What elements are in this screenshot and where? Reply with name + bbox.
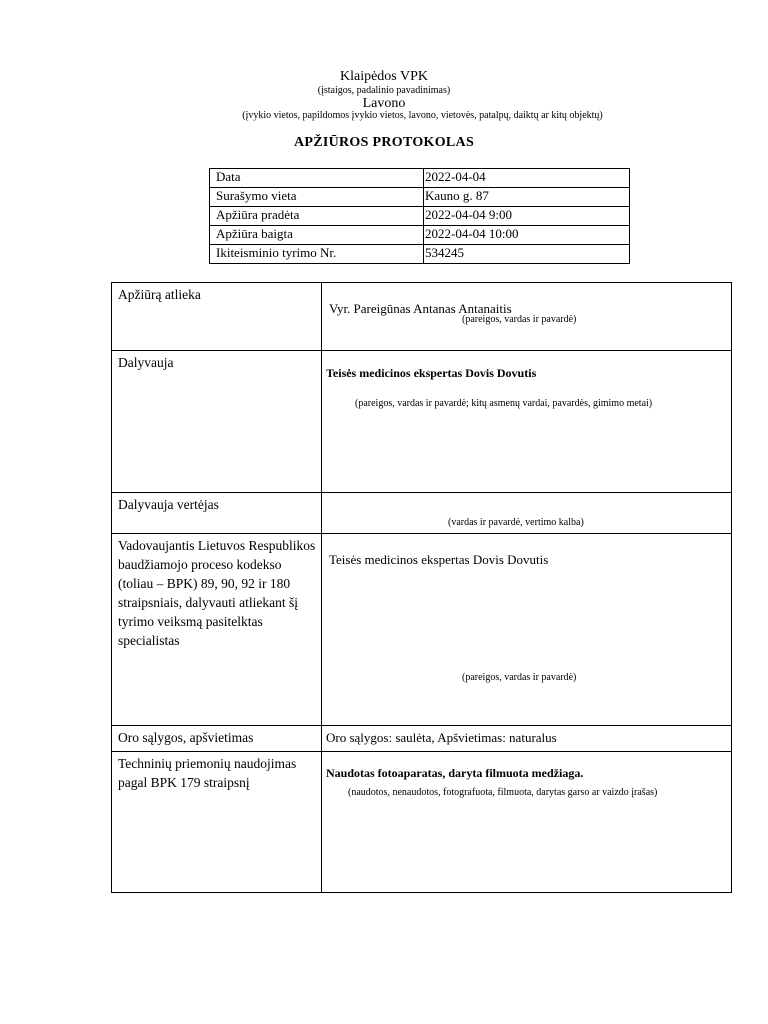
- technical-value: Naudotas fotoaparatas, daryta filmuota medžiaga.: [326, 766, 584, 780]
- institution-name: Klaipėdos VPK: [339, 69, 429, 84]
- row-value-cell: [322, 534, 732, 726]
- row-inspector: [112, 283, 732, 351]
- inspector-value: Vyr. Pareigūnas Antanas Antanaitis: [329, 301, 512, 316]
- inspection-object-note: (įvykio vietos, papildomos įvykio vietos, lavono, vietovės, patalpų, daiktų ar kitų objektų): [242, 110, 603, 121]
- row-technical: [112, 752, 732, 893]
- row-label: Techninių priemonių naudojimas pagal BPK 179 straipsnį: [112, 752, 322, 893]
- participants-note: (pareigos, vardas ir pavardė; kitų asmenų vardai, pavardės, gimimo metai): [355, 398, 653, 409]
- specialist-value: Teisės medicinos ekspertas Dovis Dovutis: [329, 552, 549, 567]
- row-label: Dalyvauja vertėjas: [112, 493, 322, 534]
- info-label: Ikiteisminio tyrimo Nr.: [210, 245, 424, 264]
- inspector-note: (pareigos, vardas ir pavardė): [462, 314, 577, 325]
- participants-value: Teisės medicinos ekspertas Dovis Dovutis: [326, 366, 537, 380]
- row-label: Dalyvauja: [112, 351, 322, 493]
- info-label: Surašymo vieta: [210, 188, 424, 207]
- inspection-object: Lavono: [362, 96, 406, 111]
- row-value-cell: [322, 351, 732, 493]
- info-label: Data: [210, 169, 424, 188]
- row-value-cell: [322, 283, 732, 351]
- info-row-end: [210, 226, 630, 245]
- info-table: [209, 168, 630, 264]
- info-value: 2022-04-04 9:00: [424, 207, 630, 226]
- row-value-cell: [322, 752, 732, 893]
- specialist-note: (pareigos, vardas ir pavardė): [462, 672, 577, 683]
- row-value-cell: [322, 726, 732, 752]
- info-label: Apžiūra baigta: [210, 226, 424, 245]
- institution-note: (įstaigos, padalinio pavadinimas): [317, 85, 451, 96]
- info-value: Kauno g. 87: [424, 188, 630, 207]
- row-participants: [112, 351, 732, 493]
- info-value: 2022-04-04: [424, 169, 630, 188]
- row-label: Vadovaujantis Lietuvos Respublikos baudžiamojo proceso kodekso (toliau – BPK) 89, 90, 92 ir 180 straipsniais, dalyvauti atliekant šį tyrimo veiksmą pasitelktas specialistas: [112, 534, 322, 726]
- row-weather: [112, 726, 732, 752]
- info-row-start: [210, 207, 630, 226]
- info-value: 2022-04-04 10:00: [424, 226, 630, 245]
- translator-note: (vardas ir pavardė, vertimo kalba): [448, 517, 584, 528]
- weather-value: Oro sąlygos: saulėta, Apšvietimas: naturalus: [326, 730, 557, 745]
- document-title: APŽIŪROS PROTOKOLAS: [293, 135, 475, 150]
- row-label: Oro sąlygos, apšvietimas: [112, 726, 322, 752]
- row-value-cell: [322, 493, 732, 534]
- row-translator: [112, 493, 732, 534]
- row-specialist: [112, 534, 732, 726]
- info-label: Apžiūra pradėta: [210, 207, 424, 226]
- info-value: 534245: [424, 245, 630, 264]
- protocol-table: [111, 282, 732, 893]
- info-row-place: [210, 188, 630, 207]
- row-label: Apžiūrą atlieka: [112, 283, 322, 351]
- technical-note: (naudotos, nenaudotos, fotografuota, filmuota, darytas garso ar vaizdo įrašas): [348, 787, 658, 798]
- info-row-date: [210, 169, 630, 188]
- info-row-case-number: [210, 245, 630, 264]
